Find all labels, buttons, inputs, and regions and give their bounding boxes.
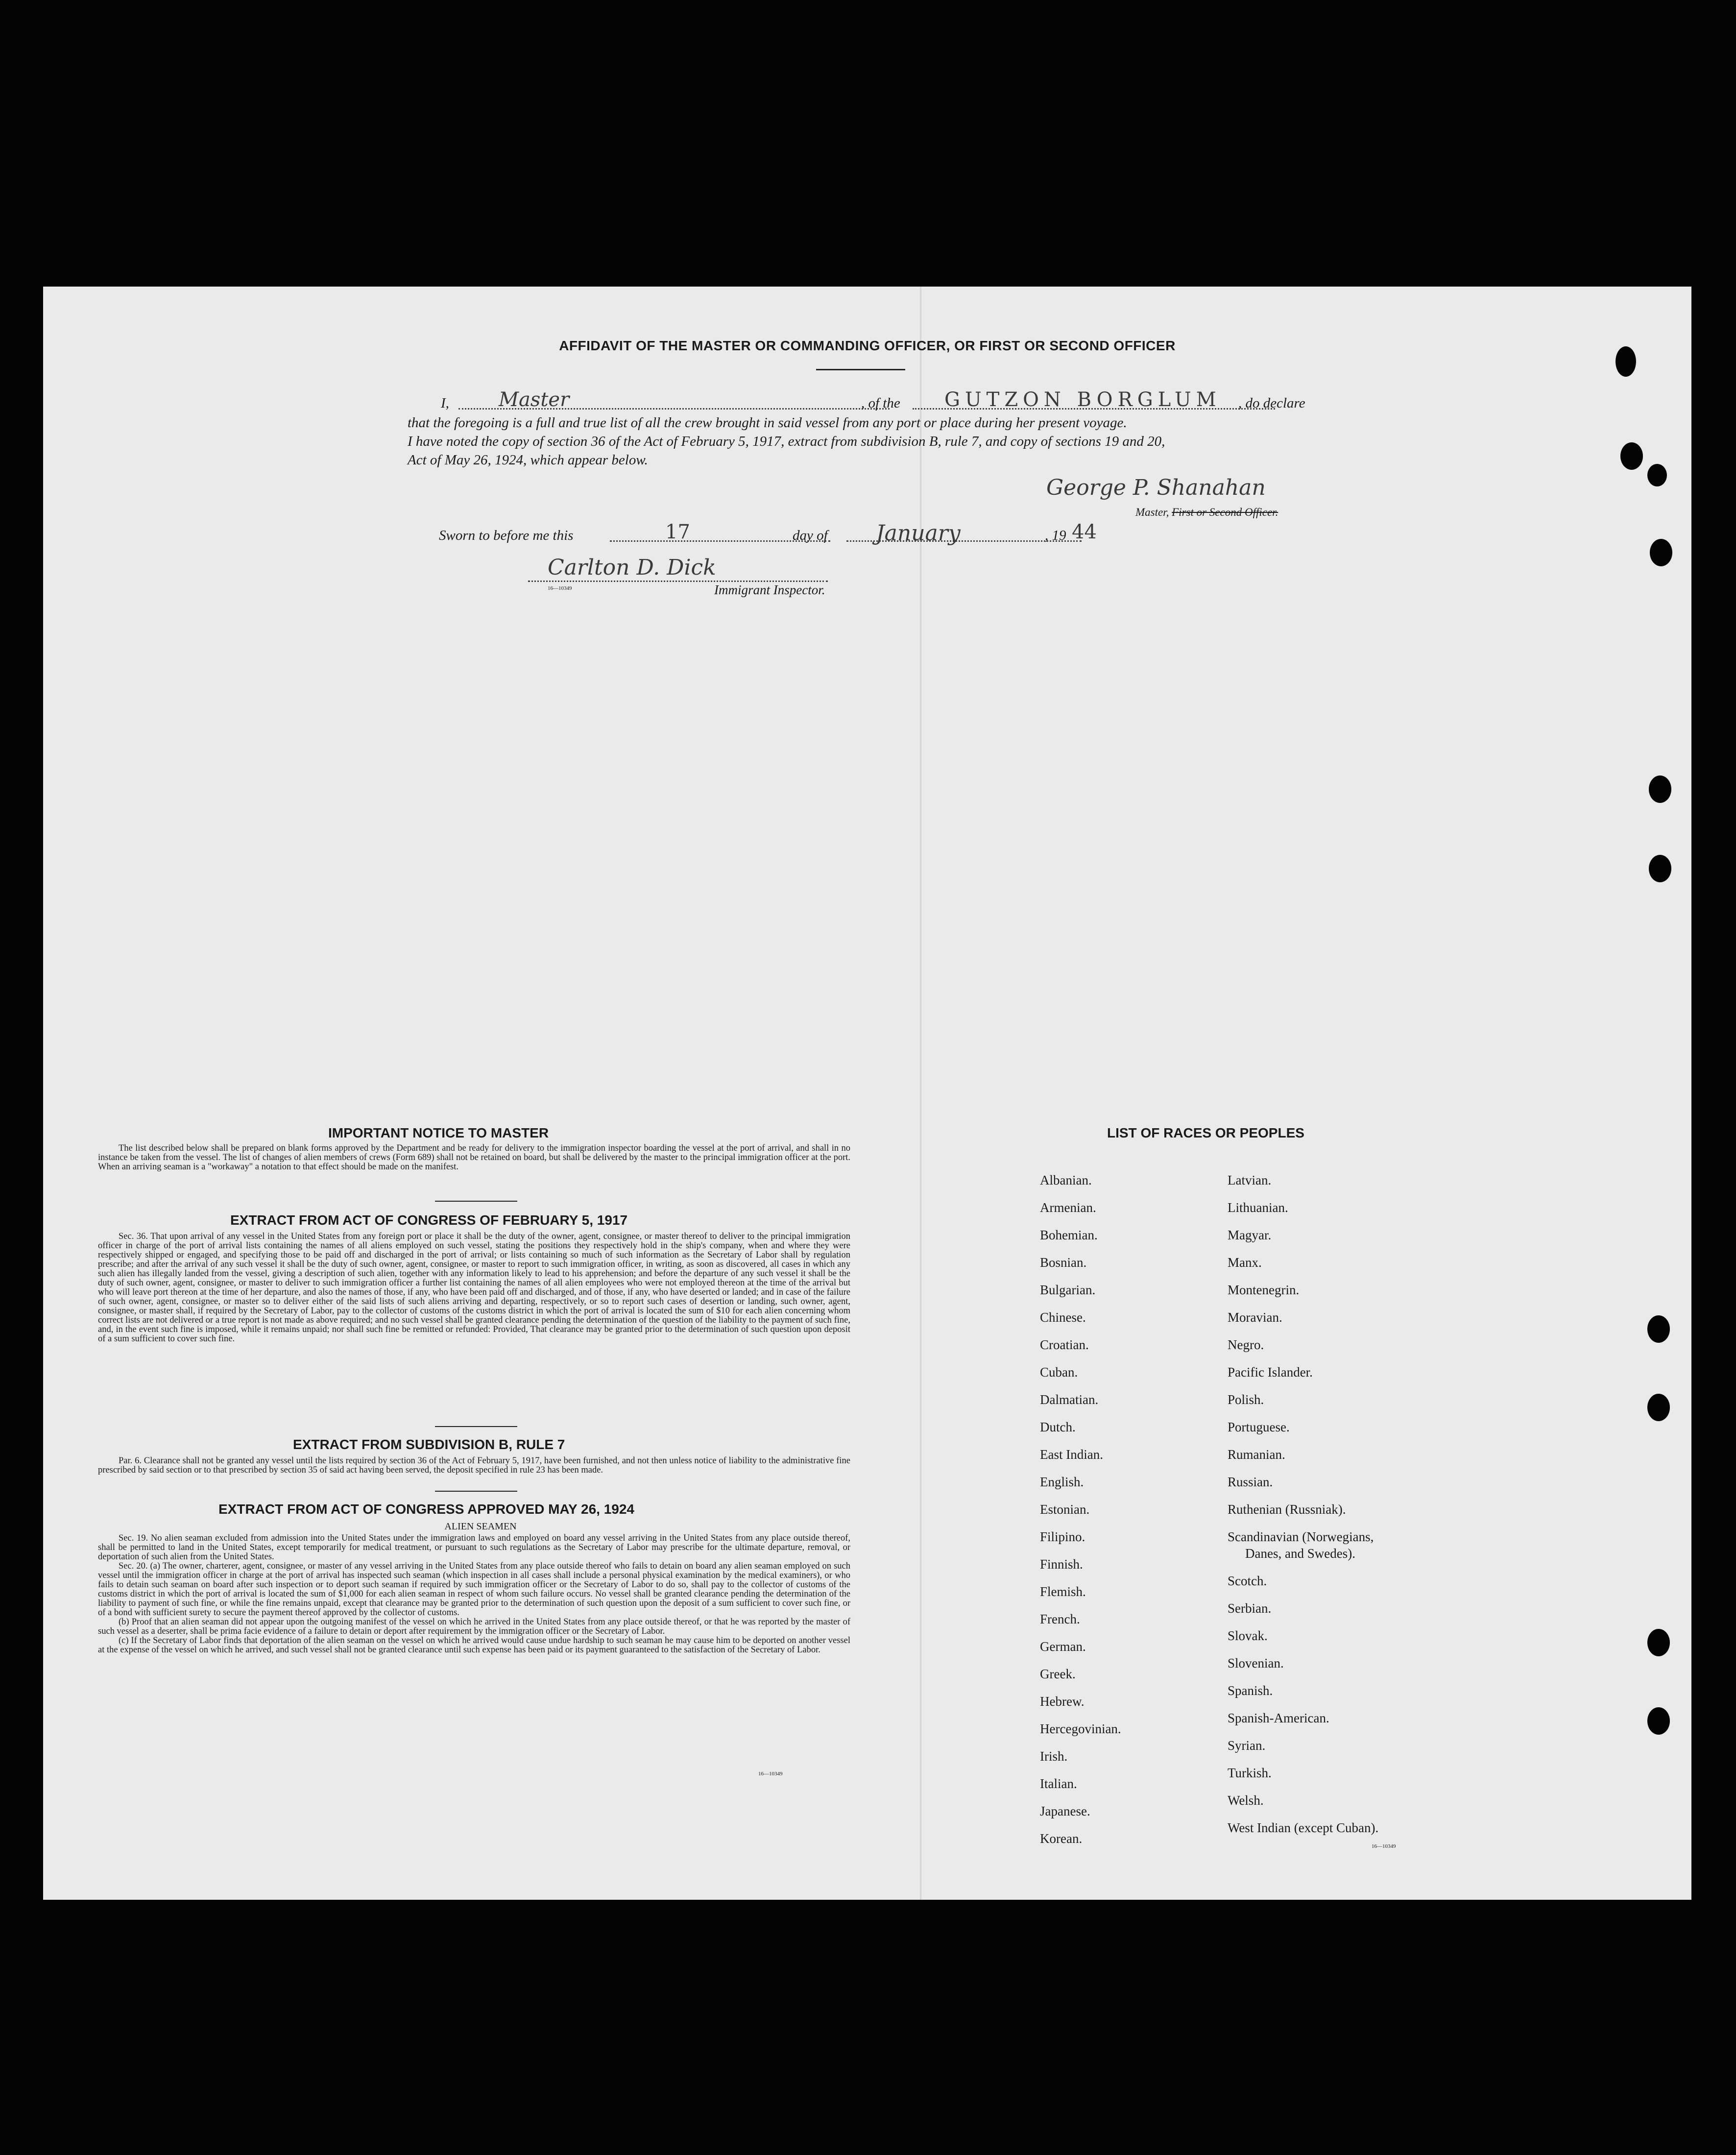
binding-hole (1649, 775, 1671, 803)
year-prefix: , 19 (1045, 528, 1066, 543)
race-item: Italian. (1040, 1776, 1077, 1791)
race-item: Latvian. (1228, 1173, 1272, 1187)
race-item: Portuguese. (1228, 1420, 1290, 1434)
affidavit-line-4: Act of May 26, 1924, which appear below. (408, 452, 648, 468)
inspector-line (528, 581, 828, 582)
race-item: Croatian. (1040, 1337, 1089, 1352)
race-item: Finnish. (1040, 1557, 1083, 1572)
race-item: Dutch. (1040, 1420, 1076, 1434)
notice-text: The list described below shall be prepared on blank forms approved by the Department and be ready for delivery to the immigration inspector boarding the vessel at the port of arrival, and shall in no instance be taken from the vessel. The list of changes of alien members of crews (Form 689) shall not be retained on board, but shall be delivered by the master to the principal immigration officer at the port. When an arriving seaman is a "workaway" a notation to that effect should be made on the manifest. (98, 1143, 850, 1172)
binding-hole (1647, 1707, 1670, 1735)
race-item: Scotch. (1228, 1574, 1267, 1588)
race-item: Russian. (1228, 1475, 1273, 1489)
race-item: Pacific Islander. (1228, 1365, 1313, 1380)
race-item: Greek. (1040, 1667, 1076, 1681)
race-item: Welsh. (1228, 1793, 1264, 1808)
race-item: Montenegrin. (1228, 1283, 1300, 1297)
race-item: Magyar. (1228, 1228, 1272, 1242)
binding-hole (1647, 1315, 1670, 1343)
alien-seamen-subtitle: ALIEN SEAMEN (444, 1521, 517, 1532)
master-label: Master, First or Second Officer. (1135, 506, 1278, 518)
races-form-number: 16—10349 (1372, 1843, 1396, 1849)
sworn-label: Sworn to before me this (439, 528, 574, 543)
binding-hole (1647, 1629, 1670, 1656)
affidavit-i: I, (441, 395, 449, 411)
divider-3 (435, 1491, 517, 1492)
master-signature: George P. Shanahan (1046, 475, 1266, 500)
race-item: Cuban. (1040, 1365, 1078, 1380)
affidavit-line-3: I have noted the copy of section 36 of the Act of February 5, 1917, extract from subdivision B, rule 7, and copy of sections 19 and 20, (408, 434, 1165, 449)
race-item: Moravian. (1228, 1310, 1282, 1325)
sec-20c-text: (c) If the Secretary of Labor finds that deportation of the alien seaman on the vessel on which he arrived would cause undue hardship to such seaman he may cause him to be deported on another vessel at the expense of the vessel on which he arrived, and such vessel shall not be granted clearance until such expense has been paid or its payment guaranteed to the satisfaction of the Secretary of Labor. (98, 1636, 850, 1655)
race-item: Albanian. (1040, 1173, 1092, 1187)
race-item: East Indian. (1040, 1447, 1103, 1462)
sec-19-text: Sec. 19. No alien seaman excluded from admission into the United States under the immigration laws and employed on board any vessel arriving in the United States from any place outside thereof, shall be permitted to land in the United States, except temporarily for medical treatment, or pursuant to such regulations as the Secretary of Labor may prescribe for the ultimate departure, removal, or deportation of such alien from the United States. (98, 1533, 850, 1562)
extract-1924-text (98, 1534, 850, 1655)
races-left-column (1040, 1166, 1121, 1852)
race-item: Japanese. (1040, 1804, 1090, 1818)
races-right-column (1228, 1166, 1378, 1841)
race-item: Armenian. (1040, 1200, 1096, 1215)
binding-hole (1620, 442, 1643, 470)
race-item: Hebrew. (1040, 1694, 1085, 1709)
race-item: Spanish. (1228, 1683, 1273, 1698)
race-item: Slovak. (1228, 1628, 1268, 1643)
inspector-label: Immigrant Inspector. (714, 582, 825, 597)
notice-form-number: 16—10349 (758, 1771, 783, 1777)
race-item: Turkish. (1228, 1766, 1272, 1780)
race-item: Irish. (1040, 1749, 1068, 1764)
divider-2 (435, 1426, 517, 1427)
day-handwritten: 17 (665, 521, 690, 543)
extract-1924-title: EXTRACT FROM ACT OF CONGRESS APPROVED MAY 26, 1924 (218, 1501, 634, 1517)
race-item: Korean. (1040, 1831, 1083, 1846)
affidavit-form-number: 16—10349 (548, 585, 572, 591)
binding-hole (1647, 1394, 1670, 1421)
race-item: Bulgarian. (1040, 1283, 1096, 1297)
race-item: Rumanian. (1228, 1447, 1285, 1462)
of-the-label: , of the (861, 395, 900, 411)
race-item: Chinese. (1040, 1310, 1086, 1325)
inspector-signature: Carlton D. Dick (548, 555, 716, 580)
race-item: Scandinavian (Norwegians, (1228, 1529, 1374, 1544)
do-declare-label: , do declare (1238, 395, 1305, 411)
title-underline (816, 369, 905, 370)
race-item: Estonian. (1040, 1502, 1090, 1517)
notice-title: IMPORTANT NOTICE TO MASTER (328, 1125, 549, 1140)
race-item: Ruthenian (Russniak). (1228, 1502, 1346, 1517)
binding-hole (1650, 539, 1672, 566)
race-item: Bohemian. (1040, 1228, 1098, 1242)
race-item: Dalmatian. (1040, 1392, 1099, 1407)
binding-hole (1615, 346, 1636, 377)
sec-20a-text: Sec. 20. (a) The owner, charterer, agent, consignee, or master of any vessel arriving in the United States from any place outside thereof who fails to detain on board any alien seaman employed on such vessel until the immigration officer in charge at the port of arrival has inspected such seaman (which inspection in all cases shall include a personal physical examination by the medical examiners), or who fails to detain such seaman on board after such inspection or to deport such seaman if required by such immigration officer or the Secretary of Labor to do so, shall pay to the collector of customs of the customs district in which the port of arrival is located the sum of $1,000 for each alien seaman in respect of whom such failure occurs. No vessel shall be granted clearance pending the determination of the liability to payment of such fine, or while the fine remains unpaid, except that clearance may be granted prior to the determination of such question upon the deposit of a sum sufficient to cover such fine, or of a bond with sufficient surety to secure the payment thereof approved by the collector of customs. (98, 1561, 850, 1618)
affidavit-title: AFFIDAVIT OF THE MASTER OR COMMANDING OFFICER, OR FIRST OR SECOND OFFICER (559, 338, 1176, 353)
race-item: Bosnian. (1040, 1255, 1087, 1270)
races-title: LIST OF RACES OR PEOPLES (1107, 1125, 1304, 1140)
race-item: Manx. (1228, 1255, 1262, 1270)
binding-hole (1649, 855, 1671, 882)
affidavit-line-2: that the foregoing is a full and true list of all the crew brought in said vessel from any port or place during her present voyage. (408, 415, 1127, 431)
day-of-label: day of (793, 528, 828, 543)
race-item: French. (1040, 1612, 1080, 1626)
subdivision-b-title: EXTRACT FROM SUBDIVISION B, RULE 7 (293, 1437, 565, 1452)
race-item: Filipino. (1040, 1529, 1085, 1544)
race-item: Polish. (1228, 1392, 1264, 1407)
race-item: Danes, and Swedes). (1245, 1546, 1355, 1561)
race-item: Hercegovinian. (1040, 1721, 1121, 1736)
race-item: German. (1040, 1639, 1086, 1654)
race-item: Syrian. (1228, 1738, 1266, 1753)
race-item: West Indian (except Cuban). (1228, 1820, 1379, 1835)
extract-1917-title: EXTRACT FROM ACT OF CONGRESS OF FEBRUARY 5, 1917 (230, 1212, 628, 1228)
race-item: Slovenian. (1228, 1656, 1284, 1671)
extract-1917-text: Sec. 36. That upon arrival of any vessel in the United States from any foreign port or place it shall be the duty of the owner, agent, consignee, or master thereof to deliver to the principal immigration officer in charge of the port of arrival lists containing the names of all aliens employed on such vessel, stating the positions they respectively hold in the ship's company, when and where they were respectively shipped or engaged, and specifying those to be paid off and discharged in the port of arrival; or lists containing so much of such information as the Secretary of Labor shall by regulation prescribe; and after the arrival of any such vessel it shall be the duty of such owner, agent, consignee, or master to report to such immigration officer, in writing, as soon as discovered, all cases in which any such alien has illegally landed from the vessel, giving a description of such alien, together with any information likely to lead to his apprehension; and before the departure of any such vessel it shall be the duty of such owner, agent, consignee, or master to deliver to such immigration officer a further list containing the names of all alien employees who were not employed thereon at the time of the arrival but who will leave port thereon at the time of her departure, and also the names of those, if any, who have been paid off and discharged, and of those, if any, who have deserted or landed; and in case of the failure of such owner, agent, consignee, or master so to deliver either of the said lists of such aliens arriving and departing, respectively, or so to report such cases of desertion or landing, such owner, agent, consignee, or master shall, if required by the Secretary of Labor, pay to the collector of customs of the customs district in which the port of arrival is located the sum of $10 for each alien concerning whom correct lists are not delivered or a true report is not made as above required; and no such vessel shall be granted clearance pending the determination of the question of the liability to the payment of such fine, and, in the event such fine is imposed, while it remains unpaid; nor shall such fine be remitted or refunded: Provided, That clearance may be granted prior to the determination of such question upon deposit of a sum sufficient to cover such fine. (98, 1232, 850, 1344)
binding-hole (1647, 464, 1667, 486)
race-item: Negro. (1228, 1337, 1264, 1352)
divider-1 (435, 1201, 517, 1202)
subdivision-b-text: Par. 6. Clearance shall not be granted any vessel until the lists required by section 36 of the Act of February 5, 1917, have been furnished, and not then unless notice of liability to the administrative fine prescribed by said section or to that prescribed by section 35 of said act having been served, the deposit specified in rule 23 has been made. (98, 1456, 850, 1475)
vessel-name-handwritten: GUTZON BORGLUM (944, 388, 1221, 411)
race-item: Serbian. (1228, 1601, 1272, 1616)
race-item: Spanish-American. (1228, 1711, 1329, 1725)
race-item: English. (1040, 1475, 1084, 1489)
race-item: Flemish. (1040, 1584, 1086, 1599)
race-item: Lithuanian. (1228, 1200, 1288, 1215)
master-handwritten: Master (499, 388, 570, 411)
month-handwritten: January (876, 521, 961, 546)
year-handwritten: 44 (1072, 521, 1097, 543)
document-page (43, 287, 1691, 1900)
sec-20b-text: (b) Proof that an alien seaman did not appear upon the outgoing manifest of the vessel on which he arrived in the United States from any place outside thereof, or that he was reported by the master of such vessel as a deserter, shall be prima facie evidence of a failure to detain or deport after requirement by the immigration officer or the Secretary of Labor. (98, 1617, 850, 1636)
